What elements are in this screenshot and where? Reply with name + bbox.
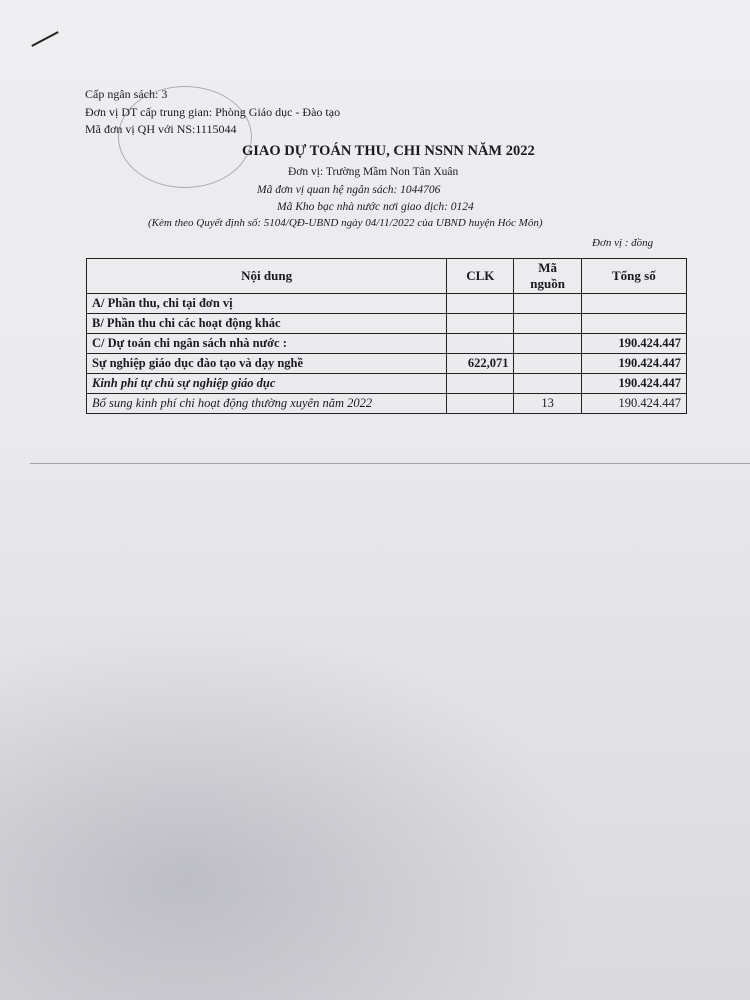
table-header-row	[87, 259, 687, 294]
row-content: Sự nghiệp giáo dục đào tạo và dạy nghề	[87, 354, 447, 374]
row-source	[514, 374, 581, 394]
unit-code: Mã đơn vị QH với NS:1115044	[85, 122, 237, 136]
header-clk: CLK	[447, 259, 514, 294]
row-content: Kinh phí tự chủ sự nghiệp giáo dục	[87, 374, 447, 394]
treasury-code: Mã Kho bạc nhà nước nơi giao dịch: 0124	[277, 201, 474, 213]
unit-name: Đơn vị: Trường Mầm Non Tân Xuân	[288, 166, 459, 178]
budget-relation-code: Mã đơn vị quan hệ ngân sách: 1044706	[257, 184, 441, 196]
table-row	[87, 394, 687, 414]
currency-unit: Đơn vị : đồng	[592, 237, 654, 249]
table-row	[87, 294, 687, 314]
row-content: A/ Phần thu, chi tại đơn vị	[87, 294, 447, 314]
photo-shadow	[0, 600, 620, 1000]
row-content: B/ Phần thu chi các hoạt động khác	[87, 314, 447, 334]
document-title: GIAO DỰ TOÁN THU, CHI NSNN NĂM 2022	[242, 143, 535, 159]
row-source: 13	[514, 394, 581, 414]
decision-reference: (Kèm theo Quyết định số: 5104/QĐ-UBND ngày 04/11/2022 của UBND huyện Hóc Môn)	[148, 217, 543, 229]
row-source	[514, 354, 581, 374]
table-row	[87, 374, 687, 394]
page-fold-line	[30, 463, 750, 464]
row-total: 190.424.447	[581, 374, 686, 394]
table-row	[87, 334, 687, 354]
row-source	[514, 334, 581, 354]
row-total	[581, 314, 686, 334]
row-clk	[447, 394, 514, 414]
row-total: 190.424.447	[581, 394, 686, 414]
row-total: 190.424.447	[581, 334, 686, 354]
budget-table	[86, 258, 687, 414]
budget-level: Cấp ngân sách: 3	[85, 87, 168, 101]
row-content: C/ Dự toán chi ngân sách nhà nước :	[87, 334, 447, 354]
row-total: 190.424.447	[581, 354, 686, 374]
header-total: Tổng số	[581, 259, 686, 294]
header-content: Nội dung	[87, 259, 447, 294]
row-clk	[447, 334, 514, 354]
table-row	[87, 354, 687, 374]
intermediate-unit: Đơn vị DT cấp trung gian: Phòng Giáo dục - Đào tạo	[85, 105, 341, 119]
header-source-code: Mã nguồn	[514, 259, 581, 294]
row-total	[581, 294, 686, 314]
table-row	[87, 314, 687, 334]
row-clk	[447, 294, 514, 314]
row-clk	[447, 374, 514, 394]
row-clk	[447, 314, 514, 334]
row-clk: 622,071	[447, 354, 514, 374]
row-source	[514, 294, 581, 314]
row-source	[514, 314, 581, 334]
row-content: Bổ sung kinh phí chi hoạt động thường xuyên năm 2022	[87, 394, 447, 414]
